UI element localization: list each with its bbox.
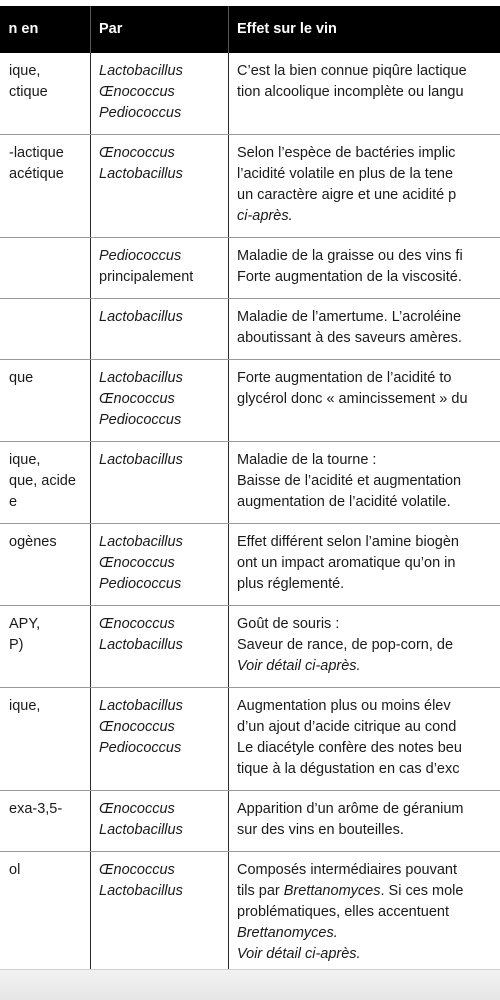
table-row: [0, 442, 500, 524]
bacteria-name: Lactobacillus: [99, 883, 183, 899]
effect-cell: [229, 524, 500, 606]
effect-cell: [229, 135, 500, 238]
effect-text: Goût de souris :: [237, 616, 340, 632]
bacteria-cell: [91, 53, 229, 135]
bacteria-cell: [91, 688, 229, 791]
table-row: [0, 135, 500, 238]
bacteria-name: Œnococcus: [99, 862, 175, 878]
bacteria-name: principalement: [99, 269, 194, 285]
bacteria-name: Œnococcus: [99, 391, 175, 407]
table-row: [0, 688, 500, 791]
bacteria-cell: [91, 442, 229, 524]
table-header-row: [0, 6, 500, 53]
effect-cell: [229, 53, 500, 135]
effect-text: Forte augmentation de la viscosité.: [237, 269, 462, 285]
table-row: [0, 299, 500, 360]
bacteria-name: Lactobacillus: [99, 166, 183, 182]
effect-text: tique à la dégustation en cas d’exc: [237, 761, 460, 777]
bacteria-effects-table: [0, 6, 500, 976]
mechanism-text: ogènes: [9, 534, 57, 550]
effect-text: Voir détail ci-après.: [237, 946, 361, 962]
bacteria-name: Pediococcus: [99, 740, 182, 756]
bacteria-name: Lactobacillus: [99, 63, 183, 79]
table-row: [0, 852, 500, 976]
effect-cell: [229, 852, 500, 976]
species-name: Brettanomyces: [283, 883, 381, 899]
effect-text: Maladie de l’amertume. L’acroléine: [237, 309, 462, 325]
mechanism-cell: [0, 53, 91, 135]
bacteria-cell: [91, 791, 229, 852]
table-row: [0, 524, 500, 606]
bacteria-name: Œnococcus: [99, 84, 175, 100]
bacteria-name: Pediococcus: [99, 248, 182, 264]
table-row: [0, 53, 500, 135]
bacteria-name: Pediococcus: [99, 412, 182, 428]
mechanism-cell: [0, 688, 91, 791]
effect-cell: [229, 688, 500, 791]
header-mechanism: n en: [0, 6, 91, 53]
effect-text: Saveur de rance, de pop-corn, de: [237, 637, 454, 653]
bacteria-name: Lactobacillus: [99, 309, 183, 325]
effect-text: plus réglementé.: [237, 576, 345, 592]
effect-text: Selon l’espèce de bactéries implic: [237, 145, 456, 161]
effect-text: glycérol donc « amincissement » du: [237, 391, 468, 407]
mechanism-text: ol: [9, 862, 21, 878]
effect-text: C’est la bien connue piqûre lactique: [237, 63, 467, 79]
bacteria-name: Lactobacillus: [99, 452, 183, 468]
effect-cell: [229, 442, 500, 524]
mechanism-cell: [0, 524, 91, 606]
effect-text: Baisse de l’acidité et augmentation: [237, 473, 462, 489]
bacteria-cell: [91, 852, 229, 976]
bacteria-name: Œnococcus: [99, 555, 175, 571]
effect-text: Voir détail ci-après.: [237, 658, 361, 674]
mechanism-text: ique,: [9, 452, 41, 468]
bacteria-name: Œnococcus: [99, 145, 175, 161]
header-bacteria: Par: [91, 6, 229, 53]
effect-cell: [229, 791, 500, 852]
bacteria-cell: [91, 524, 229, 606]
bacteria-name: Œnococcus: [99, 801, 175, 817]
mechanism-text: ique,: [9, 698, 41, 714]
mechanism-cell: [0, 238, 91, 299]
header-effect: Effet sur le vin: [229, 6, 500, 53]
effect-cell: [229, 299, 500, 360]
mechanism-cell: [0, 135, 91, 238]
table-row: [0, 606, 500, 688]
mechanism-text: e: [9, 494, 18, 510]
mechanism-cell: [0, 299, 91, 360]
effect-text: d’un ajout d’acide citrique au cond: [237, 719, 457, 735]
table-body: [0, 53, 500, 976]
table-row: [0, 238, 500, 299]
mechanism-text: APY,: [9, 616, 41, 632]
mechanism-cell: [0, 852, 91, 976]
mechanism-text: exa-3,5-: [9, 801, 63, 817]
effect-text: aboutissant à des saveurs amères.: [237, 330, 462, 346]
effect-text: ci-après.: [237, 208, 293, 224]
mechanism-cell: [0, 442, 91, 524]
effect-text: Maladie de la graisse ou des vins fi: [237, 248, 463, 264]
mechanism-cell: [0, 791, 91, 852]
table-row: [0, 791, 500, 852]
bacteria-name: Pediococcus: [99, 576, 182, 592]
bacteria-cell: [91, 238, 229, 299]
effect-text: problématiques, elles accentuent: [237, 904, 449, 920]
effect-text: Forte augmentation de l’acidité to: [237, 370, 452, 386]
effect-text: tion alcoolique incomplète ou langu: [237, 84, 464, 100]
mechanism-text: P): [9, 637, 24, 653]
effect-text: Apparition d’un arôme de géranium: [237, 801, 464, 817]
effect-cell: [229, 360, 500, 442]
effect-text: Effet différent selon l’amine biogèn: [237, 534, 459, 550]
effect-text: un caractère aigre et une acidité p: [237, 187, 457, 203]
mechanism-text: ique,: [9, 63, 41, 79]
bacteria-name: Œnococcus: [99, 616, 175, 632]
bacteria-name: Lactobacillus: [99, 534, 183, 550]
table-row: [0, 360, 500, 442]
bottom-toolbar: [0, 969, 500, 1000]
bacteria-name: Lactobacillus: [99, 698, 183, 714]
effect-text: Le diacétyle confère des notes beu: [237, 740, 462, 756]
effect-text: augmentation de l’acidité volatile.: [237, 494, 451, 510]
effect-text: sur des vins en bouteilles.: [237, 822, 404, 838]
mechanism-cell: [0, 606, 91, 688]
mechanism-text: acétique: [9, 166, 64, 182]
effect-text: ont un impact aromatique qu’on in: [237, 555, 456, 571]
effect-cell: [229, 606, 500, 688]
effect-text: Brettanomyces.: [237, 925, 338, 941]
effect-text: Maladie de la tourne :: [237, 452, 377, 468]
effect-text: l’acidité volatile en plus de la tene: [237, 166, 454, 182]
bacteria-cell: [91, 360, 229, 442]
effect-text: Composés intermédiaires pouvant: [237, 862, 458, 878]
mechanism-text: -lactique: [9, 145, 64, 161]
bacteria-cell: [91, 135, 229, 238]
mechanism-text: ctique: [9, 84, 48, 100]
bacteria-cell: [91, 299, 229, 360]
effect-text: tils par Brettanomyces. Si ces mole: [237, 883, 464, 899]
bacteria-name: Lactobacillus: [99, 370, 183, 386]
bacteria-cell: [91, 606, 229, 688]
bacteria-name: Lactobacillus: [99, 822, 183, 838]
bacteria-name: Lactobacillus: [99, 637, 183, 653]
bacteria-name: Œnococcus: [99, 719, 175, 735]
mechanism-cell: [0, 360, 91, 442]
mechanism-text: que, acide: [9, 473, 76, 489]
bacteria-name: Pediococcus: [99, 105, 182, 121]
effect-text: Augmentation plus ou moins élev: [237, 698, 451, 714]
mechanism-text: que: [9, 370, 34, 386]
effect-cell: [229, 238, 500, 299]
